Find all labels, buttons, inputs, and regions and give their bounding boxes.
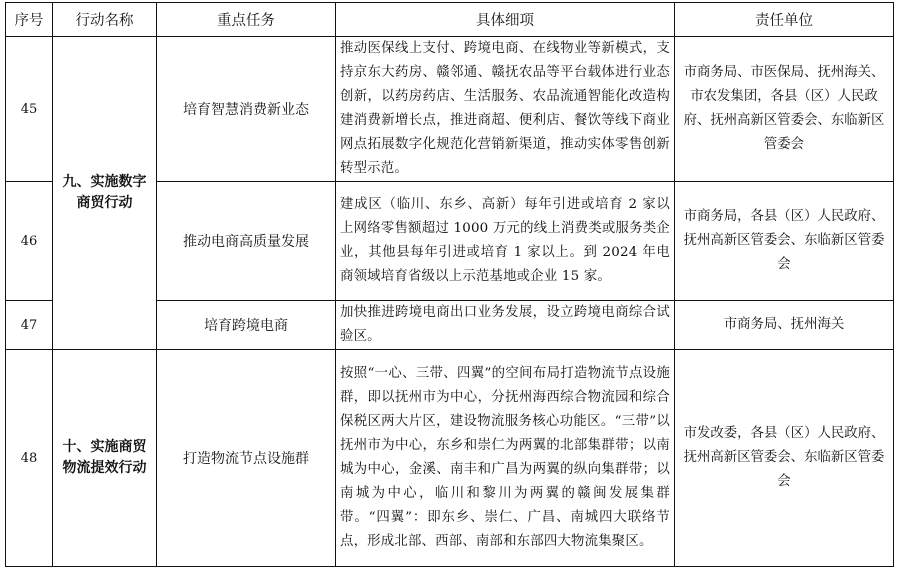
row-number: 48 [6,350,53,567]
action-name-logistics-efficiency: 十、实施商贸物流提效行动 [53,350,157,567]
task-detail: 按照“一心、三带、四翼”的空间布局打造物流节点设施群，即以抚州市为中心，分抚州海西综合物流园和综合保税区两大片区，建设物流服务核心功能区。“三带”以抚州市为中心，东乡和崇仁为两翼的北部集群带；以南城为中心，金溪、南丰和广昌为两翼的纵向集群带；以南城为中心，临川和黎川为两翼的赣闽发展集群带。“四翼”：即东乡、崇仁、广昌、南城四大联络节点，形成北部、西部、南部和东部四大物流集聚区。 [336,350,675,567]
header-responsible-unit: 责任单位 [675,3,894,37]
header-key-task: 重点任务 [157,3,336,37]
responsible-unit: 市商务局、市医保局、抚州海关、市农发集团，各县（区）人民政府、抚州高新区管委会、东临新区管委会 [675,37,894,182]
key-task: 推动电商高质量发展 [157,182,336,301]
responsible-unit: 市发改委，各县（区）人民政府、抚州高新区管委会、东临新区管委会 [675,350,894,567]
table-header-row [6,3,894,37]
responsible-unit: 市商务局，各县（区）人民政府、抚州高新区管委会、东临新区管委会 [675,182,894,301]
header-details: 具体细项 [336,3,675,37]
row-number: 47 [6,301,53,350]
key-task: 培育跨境电商 [157,301,336,350]
action-name-digital-commerce: 九、实施数字商贸行动 [53,37,157,350]
key-task: 培育智慧消费新业态 [157,37,336,182]
header-serial-number: 序号 [6,3,53,37]
header-action-name: 行动名称 [53,3,157,37]
table-row [6,350,894,567]
row-number: 46 [6,182,53,301]
table-row [6,37,894,182]
key-task: 打造物流节点设施群 [157,350,336,567]
task-detail: 建成区（临川、东乡、高新）每年引进或培育 2 家以上网络零售额超过 1000 万元的线上消费类或服务类企业，其他县每年引进或培育 1 家以上。到 2024 年电商领域培育省级以上示范基地或企业 15 家。 [336,182,675,301]
task-detail: 推动医保线上支付、跨境电商、在线物业等新模式，支持京东大药房、赣邻通、赣抚农品等平台载体进行业态创新，以药房药店、生活服务、农品流通智能化改造构建消费新增长点，推进商超、便利店、餐饮等线下商业网点拓展数字化规范化营销新渠道，推动实体零售创新转型示范。 [336,37,675,182]
action-plan-table [5,2,894,567]
responsible-unit: 市商务局、抚州海关 [675,301,894,350]
task-detail: 加快推进跨境电商出口业务发展，设立跨境电商综合试验区。 [336,301,675,350]
row-number: 45 [6,37,53,182]
